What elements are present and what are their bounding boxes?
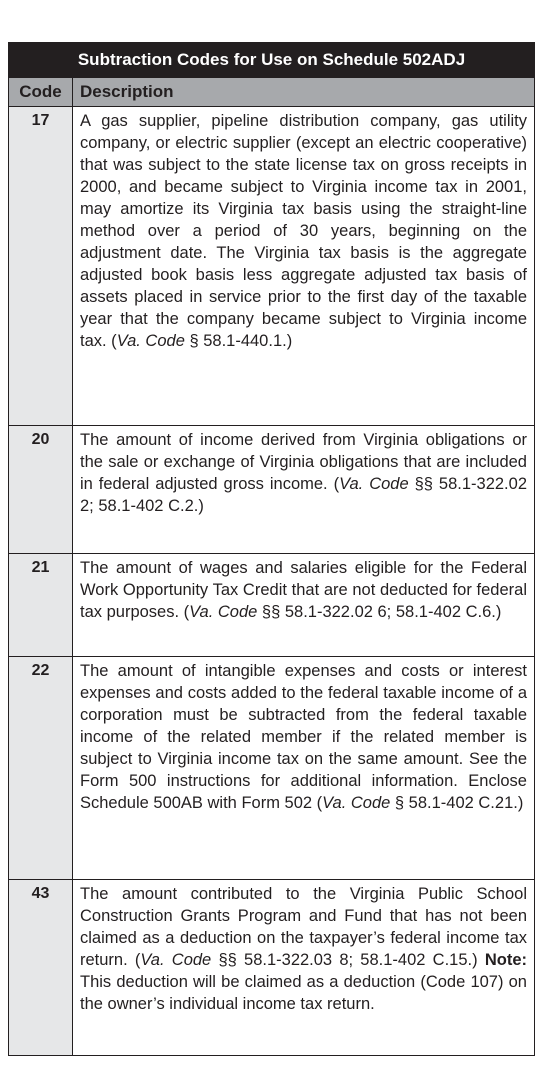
subtraction-codes-table [8, 42, 535, 1056]
table-row [9, 657, 534, 880]
row-code: 20 [9, 426, 73, 553]
table-title: Subtraction Codes for Use on Schedule 502ADJ [9, 43, 534, 77]
table-row [9, 107, 534, 426]
table-row [9, 426, 534, 554]
note-label: Note: [484, 951, 527, 969]
row-description: The amount of wages and salaries eligible for the Federal Work Opportunity Tax Credit that are not deducted for federal tax purposes. (Va. Code §§ 58.1-322.02 6; 58.1-402 C.6.) [80, 559, 527, 621]
row-code: 21 [9, 554, 73, 656]
table-row [9, 880, 534, 1055]
row-code: 22 [9, 657, 73, 879]
row-code: 17 [9, 107, 73, 425]
table-row [9, 554, 534, 657]
header-description: Description [80, 82, 174, 101]
row-code: 43 [9, 880, 73, 1055]
table-header [9, 77, 534, 107]
row-description: The amount of intangible expenses and costs or interest expenses and costs added to the federal taxable income of a corporation must be subtracted from the federal taxable income of the related member if the related member is subject to Virginia income tax on the same amount. See the Form 500 instructions for additional information. Enclose Schedule 500AB with Form 502 (Va. Code § 58.1-402 C.21.) [80, 662, 527, 812]
row-description: The amount contributed to the Virginia Public School Construction Grants Program and Fund that has not been claimed as a deduction on the taxpayer’s federal income tax return. (Va. Code §§ 58.1-322.03 8; 58.1-402 C.15.) Note: This deduction will be claimed as a deduction (Code 107) on the owner’s individual income tax return. [80, 885, 527, 1013]
row-description: The amount of income derived from Virginia obligations or the sale or exchange of Virginia obligations that are included in federal adjusted gross income. (Va. Code §§ 58.1-322.02 2; 58.1-402 C.2.) [80, 431, 527, 515]
header-code: Code [9, 78, 73, 106]
row-description: A gas supplier, pipeline distribution company, gas utility company, or electric supplier (except an electric cooperative) that was subject to the state license tax on gross receipts in 2000, and became subject to Virginia income tax in 2001, may amortize its Virginia tax basis using the straight-line method over a period of 30 years, beginning on the adjustment date. The Virginia tax basis is the aggregate adjusted book basis less aggregate adjusted tax basis of assets placed in service prior to the first day of the taxable year that the company became subject to Virginia income tax. (Va. Code § 58.1-440.1.) [80, 112, 527, 350]
